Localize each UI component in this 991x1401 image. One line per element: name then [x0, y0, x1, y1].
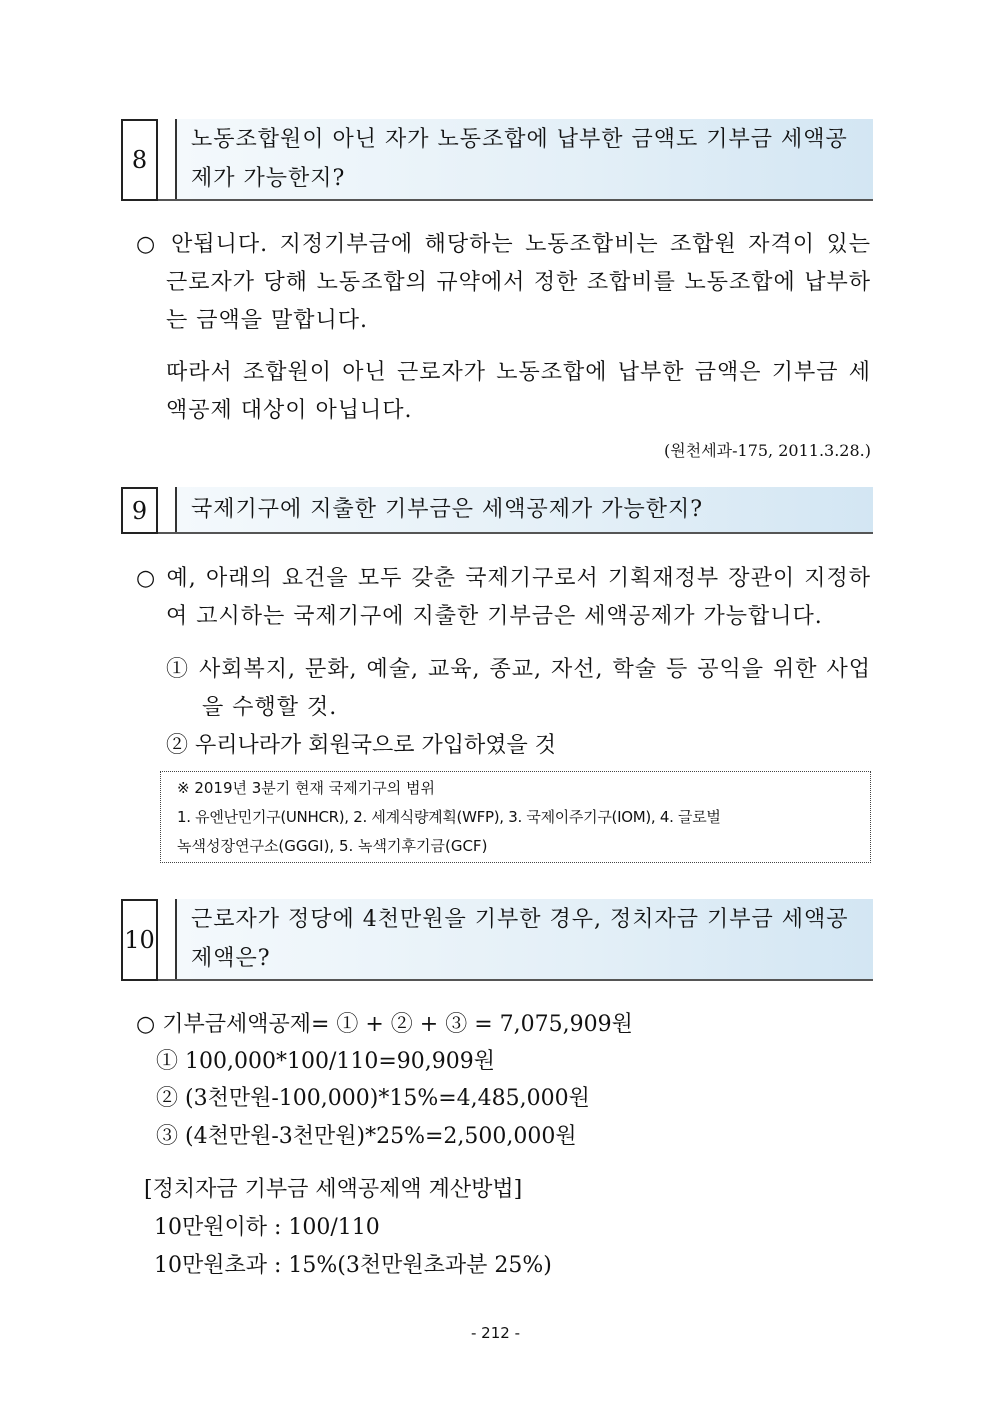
- requirement-item: ② 우리나라가 회원국으로 가입하였을 것: [166, 733, 557, 758]
- note-text: 녹색성장연구소(GGGI), 5. 녹색기후기금(GCF): [177, 837, 488, 855]
- answer-paragraph: ○ 예, 아래의 요건을 모두 갖춘 국제기구로서 기획재정부 장관이 지정하여 고시하는 국제기구에 지출한 기부금은 세액공제가 가능합니다.: [136, 566, 871, 629]
- page-number: - 212 -: [471, 1324, 520, 1342]
- answer-paragraph: ○ 안됩니다. 지정기부금에 해당하는 노동조합비는 조합원 자격이 있는 근로자가 당해 노동조합의 규약에서 정한 조합비를 노동조합에 납부하는 금액을 말합니다.: [136, 232, 871, 333]
- note-box: [160, 771, 871, 863]
- question-8-header: [121, 119, 873, 201]
- calculation-line: ③ (4천만원-3천만원)*25%=2,500,000원: [156, 1124, 577, 1149]
- question-number: 8: [121, 119, 158, 201]
- formula: ○ 기부금세액공제= ① + ② + ③ = 7,075,909원: [136, 1012, 633, 1037]
- question-number: 10: [121, 899, 158, 981]
- question-number: 9: [121, 487, 158, 534]
- method-line: 10만원초과 : 15%(3천만원초과분 25%): [154, 1253, 552, 1278]
- legal-reference: (원천세과-175, 2011.3.28.): [664, 441, 871, 460]
- question-10-header: [121, 899, 873, 981]
- question-title: 노동조합원이 아닌 자가 노동조합에 납부한 금액도 기부금 세액공제가 가능한지?: [175, 119, 873, 199]
- calculation-line: ② (3천만원-100,000)*15%=4,485,000원: [156, 1086, 590, 1111]
- note-text: 1. 유엔난민기구(UNHCR), 2. 세계식량계획(WFP), 3. 국제이주기구(IOM), 4. 글로벌: [177, 808, 721, 826]
- method-title: [정치자금 기부금 세액공제액 계산방법]: [144, 1177, 523, 1202]
- note-title: ※ 2019년 3분기 현재 국제기구의 범위: [177, 779, 436, 797]
- calculation-line: ① 100,000*100/110=90,909원: [156, 1049, 496, 1074]
- method-line: 10만원이하 : 100/110: [154, 1215, 380, 1240]
- question-title: 국제기구에 지출한 기부금은 세액공제가 가능한지?: [175, 487, 873, 532]
- question-9-header: [121, 487, 873, 534]
- requirement-item: ① 사회복지, 문화, 예술, 교육, 종교, 자선, 학술 등 공익을 위한 사업을 수행할 것.: [166, 657, 871, 720]
- answer-paragraph: 따라서 조합원이 아닌 근로자가 노동조합에 납부한 금액은 기부금 세액공제 대상이 아닙니다.: [166, 360, 871, 423]
- question-title: 근로자가 정당에 4천만원을 기부한 경우, 정치자금 기부금 세액공제액은?: [175, 899, 873, 979]
